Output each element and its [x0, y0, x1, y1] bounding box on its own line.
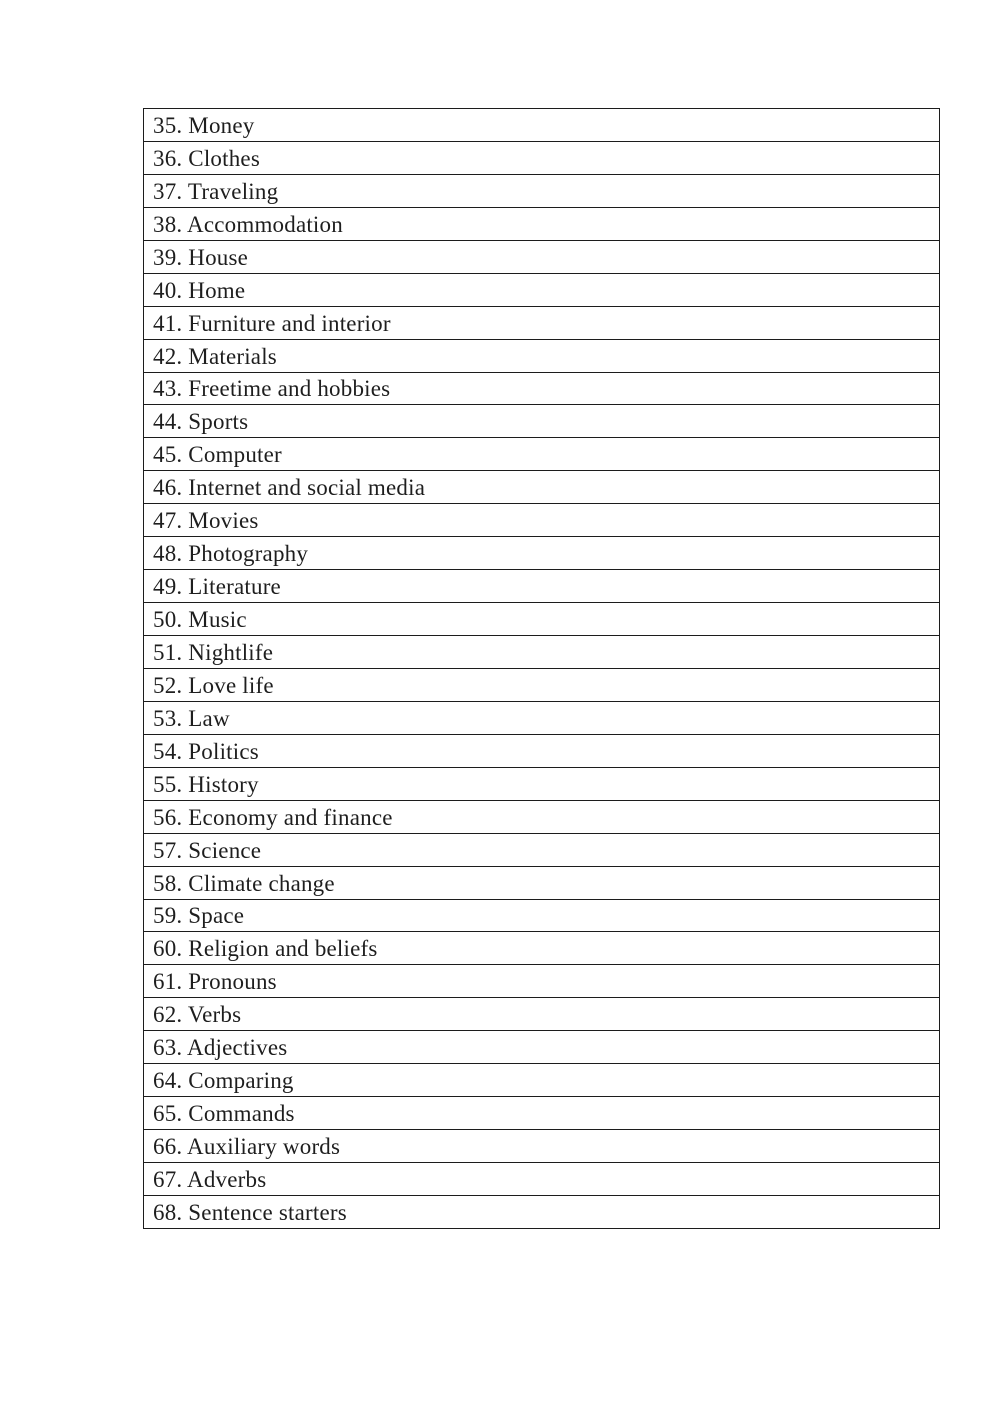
- table-row: [144, 900, 939, 933]
- table-row: [144, 307, 939, 340]
- row-label: 67. Adverbs: [153, 1166, 267, 1192]
- row-label: 59. Space: [153, 903, 245, 929]
- table-row: [144, 998, 939, 1031]
- row-label: 64. Comparing: [153, 1068, 294, 1094]
- contents-table: [143, 108, 940, 1229]
- table-row: [144, 1097, 939, 1130]
- table-row: [144, 570, 939, 603]
- table-row: [144, 340, 939, 373]
- table-row: [144, 142, 939, 175]
- row-label: 43. Freetime and hobbies: [153, 376, 391, 402]
- row-label: 49. Literature: [153, 574, 281, 600]
- table-row: [144, 373, 939, 406]
- row-label: 57. Science: [153, 837, 262, 863]
- row-label: 50. Music: [153, 607, 247, 633]
- row-label: 35. Money: [153, 112, 255, 138]
- table-row: [144, 241, 939, 274]
- table-row: [144, 405, 939, 438]
- row-label: 41. Furniture and interior: [153, 310, 391, 336]
- table-row: [144, 636, 939, 669]
- table-row: [144, 702, 939, 735]
- table-row: [144, 274, 939, 307]
- table-row: [144, 1163, 939, 1196]
- table-row: [144, 1130, 939, 1163]
- table-row: [144, 1031, 939, 1064]
- table-row: [144, 768, 939, 801]
- table-row: [144, 603, 939, 636]
- row-label: 38. Accommodation: [153, 211, 343, 237]
- row-label: 46. Internet and social media: [153, 475, 426, 501]
- row-label: 52. Love life: [153, 672, 274, 698]
- table-row: [144, 471, 939, 504]
- row-label: 63. Adjectives: [153, 1035, 288, 1061]
- table-row: [144, 504, 939, 537]
- row-label: 54. Politics: [153, 738, 259, 764]
- row-label: 47. Movies: [153, 508, 259, 534]
- table-row: [144, 109, 939, 142]
- row-label: 56. Economy and finance: [153, 804, 393, 830]
- row-label: 61. Pronouns: [153, 969, 277, 995]
- table-row: [144, 1064, 939, 1097]
- table-row: [144, 1196, 939, 1228]
- table-row: [144, 834, 939, 867]
- table-row: [144, 208, 939, 241]
- row-label: 53. Law: [153, 705, 230, 731]
- row-label: 48. Photography: [153, 541, 309, 567]
- table-row: [144, 801, 939, 834]
- row-label: 44. Sports: [153, 409, 249, 435]
- row-label: 37. Traveling: [153, 178, 279, 204]
- row-label: 68. Sentence starters: [153, 1199, 347, 1225]
- row-label: 55. History: [153, 771, 259, 797]
- row-label: 60. Religion and beliefs: [153, 936, 378, 962]
- row-label: 40. Home: [153, 277, 246, 303]
- row-label: 58. Climate change: [153, 870, 335, 896]
- row-label: 66. Auxiliary words: [153, 1134, 341, 1160]
- table-row: [144, 965, 939, 998]
- row-label: 51. Nightlife: [153, 639, 274, 665]
- row-label: 39. House: [153, 244, 249, 270]
- row-label: 45. Computer: [153, 442, 282, 468]
- table-row: [144, 175, 939, 208]
- table-row: [144, 537, 939, 570]
- table-row: [144, 932, 939, 965]
- table-row: [144, 867, 939, 900]
- table-row: [144, 669, 939, 702]
- row-label: 36. Clothes: [153, 145, 260, 171]
- row-label: 65. Commands: [153, 1101, 295, 1127]
- row-label: 42. Materials: [153, 343, 277, 369]
- table-row: [144, 438, 939, 471]
- table-row: [144, 735, 939, 768]
- row-label: 62. Verbs: [153, 1002, 242, 1028]
